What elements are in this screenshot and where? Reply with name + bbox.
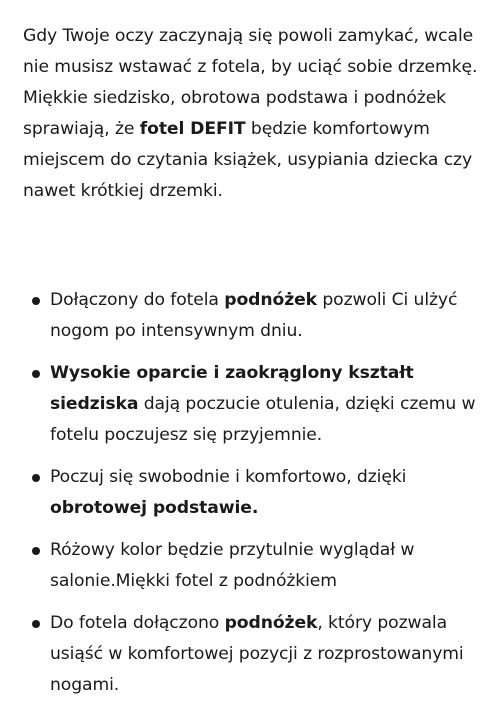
product-description [23, 21, 483, 695]
bullet-icon [32, 474, 40, 482]
feature-text-post: dają poczucie otulenia, dzięki czemu w fotelu poczujesz się przyjemnie. [50, 394, 476, 445]
intro-product-name: fotel DEFIT [139, 119, 246, 139]
feature-item-backrest [23, 358, 483, 451]
feature-item-swivel-base [23, 462, 483, 524]
bullet-icon [32, 297, 40, 305]
feature-text-bold: Wysokie oparcie i zaokrąglony kształt siedziska [50, 363, 414, 414]
bullet-icon [32, 547, 40, 555]
bullet-icon [32, 620, 40, 628]
feature-text-post: pozwoli Ci ulżyć nogom po intensywnym dniu. [50, 290, 458, 341]
feature-text-pre: Do fotela dołączono [50, 613, 225, 633]
intro-text-end: będzie komfortowym miejscem do czytania książek, usypiania dziecka czy nawet krótkiej drzemki. [23, 119, 473, 201]
feature-text-bold: podnóżek [224, 613, 318, 633]
bullet-icon [32, 370, 40, 378]
feature-text-pre: Dołączony do fotela [50, 290, 225, 310]
feature-item-color [23, 535, 483, 597]
intro-paragraph [23, 21, 483, 207]
feature-text-pre: Różowy kolor będzie przytulnie wyglądał w salonie.Miękki fotel z podnóżkiem [50, 540, 415, 591]
feature-item-footrest [23, 285, 483, 347]
feature-list [23, 285, 483, 701]
feature-text-pre: Poczuj się swobodnie i komfortowo, dzięki [50, 467, 407, 487]
feature-text-bold: podnóżek [224, 290, 317, 310]
feature-text-post: , który pozwala usiąść w komfortowej pozycji z rozprostowanymi nogami. [50, 613, 464, 695]
feature-item-footrest-included [23, 608, 483, 701]
feature-text-bold: obrotowej podstawie. [50, 498, 259, 518]
intro-text-start: Gdy Twoje oczy zaczynają się powoli zamykać, wcale nie musisz wstawać z fotela, by uciąć sobie drzemkę. Miękkie siedzisko, obrotowa podstawa i podnóżek sprawiają, że [23, 26, 478, 139]
